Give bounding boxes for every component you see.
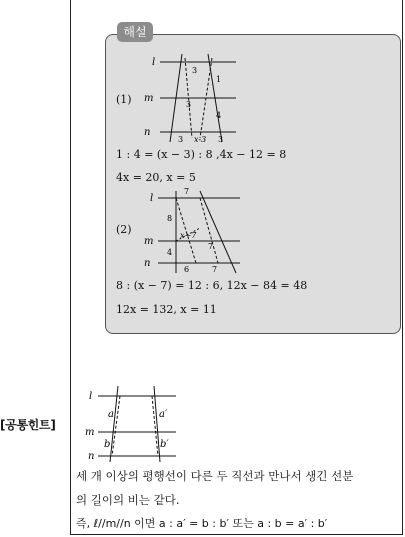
hint-text-line-2: 의 길이의 비는 같다.: [76, 493, 180, 507]
part1-line-m-label: m: [144, 93, 154, 104]
part2-equation-1: 8 : (x − 7) = 12 : 6, 12x − 84 = 48: [116, 279, 308, 292]
part1-equation-1: 1 : 4 = (x − 3) : 8 ,4x − 12 = 8: [116, 148, 287, 161]
hint-text-line-1: 세 개 이상의 평행선이 다른 두 직선과 만나서 생긴 선분: [76, 469, 354, 483]
part2-seg-label-b: 8: [167, 214, 173, 223]
part2-seg-label-d: 7: [208, 242, 214, 251]
hint-line-n-label: n: [88, 451, 95, 462]
part2-equation-2: 12x = 132, x = 11: [116, 303, 217, 316]
part2-seg-label-e: 4: [167, 248, 173, 257]
part1-label: (1): [116, 93, 132, 106]
part2-line-n-label: n: [144, 258, 151, 269]
hint-seg-a-prime: a′: [159, 409, 168, 420]
part1-seg-label-b: 1: [216, 75, 222, 84]
part2-seg-label-f: 6: [184, 265, 190, 274]
hint-line-m-label: m: [85, 427, 95, 438]
part2-seg-label-a: 7: [184, 187, 190, 196]
hint-line-l-label: l: [89, 391, 93, 402]
part2-label: (2): [116, 223, 132, 236]
hint-seg-b-prime: b′: [160, 439, 169, 450]
hint-seg-b: b: [104, 439, 111, 450]
part1-line-n-label: n: [144, 127, 151, 138]
part1-seg-label-e: 3: [178, 135, 184, 144]
common-hint-label: [공통힌트]: [0, 418, 56, 432]
part2-line-m-label: m: [144, 236, 154, 247]
part2-line-l-label: l: [150, 193, 154, 204]
part1-line-l-label: l: [152, 57, 156, 68]
part1-seg-label-c: 3: [186, 100, 192, 109]
part2-seg-label-c: x−7: [180, 231, 197, 240]
part2-diagram: [140, 183, 250, 278]
hint-diagram: [84, 380, 184, 462]
part1-diagram: [140, 50, 250, 145]
part1-equation-2: 4x = 20, x = 5: [116, 171, 196, 184]
hint-text-line-3: 즉, ℓ//m//n 이면 a : a′ = b : b′ 또는 a : b = a′ : b′: [76, 517, 328, 530]
part1-seg-label-f: x-3: [194, 135, 207, 144]
part2-seg-label-g: 7: [212, 265, 218, 274]
part1-seg-label-g: 3: [218, 135, 224, 144]
part1-seg-label-d: 4: [216, 111, 222, 120]
part1-seg-label-a: 3: [192, 66, 198, 75]
hint-seg-a: a: [108, 409, 114, 420]
solution-tag: 해설: [117, 22, 153, 42]
